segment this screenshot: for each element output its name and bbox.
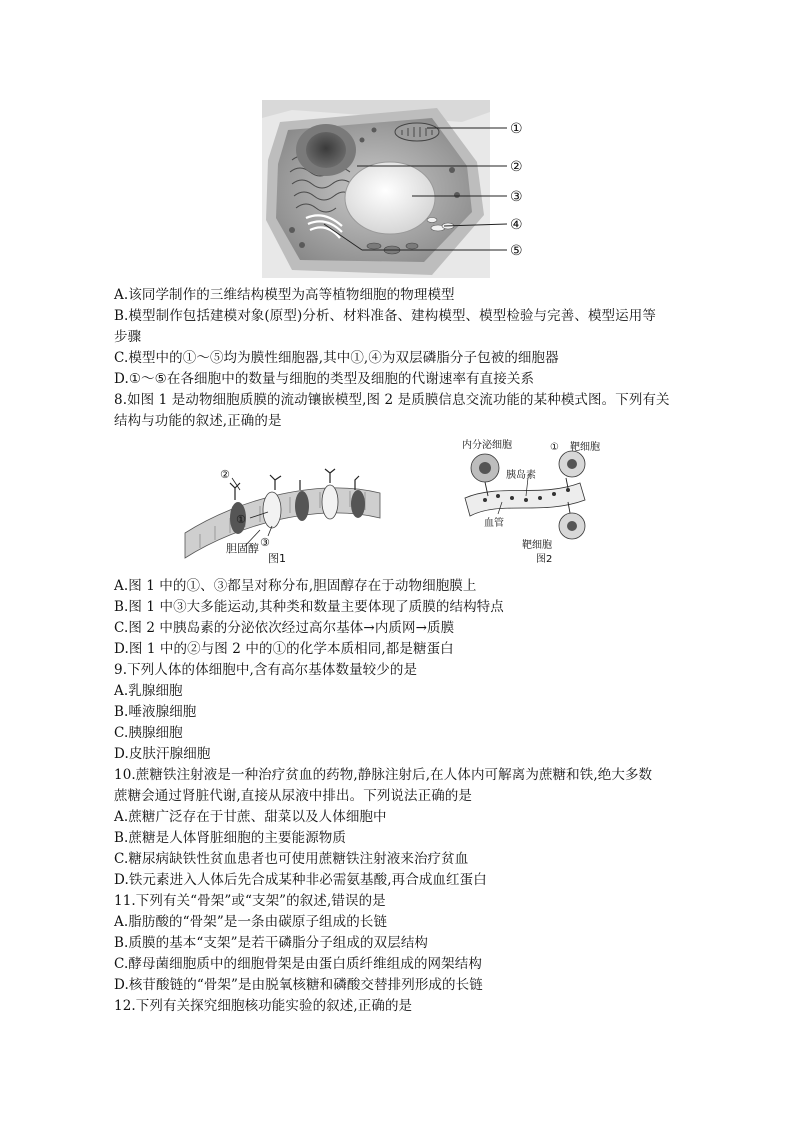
q9-option-c: C.胰腺细胞 [114, 725, 183, 741]
q11-option-d: D.核苷酸链的“骨架”是由脱氧核糖和磷酸交替排列形成的长链 [114, 977, 483, 993]
fig1-cholesterol: 胆固醇 [226, 542, 259, 555]
fluid-mosaic-model [185, 468, 380, 565]
q11-stem: 11.下列有关“骨架”或“支架”的叙述,错误的是 [114, 893, 386, 909]
q10-option-a: A.蔗糖广泛存在于甘蔗、甜菜以及人体细胞中 [114, 809, 387, 825]
q7-option-a: A.该同学制作的三维结构模型为高等植物细胞的物理模型 [114, 287, 455, 303]
q8-option-c: C.图 2 中胰岛素的分泌依次经过高尔基体→内质网→质膜 [114, 620, 455, 636]
q10-option-b: B.蔗糖是人体肾脏细胞的主要能源物质 [114, 830, 347, 846]
fig2-caption: 图2 [536, 554, 553, 565]
q10-stem-line1: 10.蔗糖铁注射液是一种治疗贫血的药物,静脉注射后,在人体内可解离为蔗糖和铁,绝大多数 [114, 767, 653, 783]
q7-option-c: C.模型中的①～⑤均为膜性细胞器,其中①,④为双层磷脂分子包被的细胞器 [114, 350, 559, 366]
q8-stem-line1: 8.如图 1 是动物细胞质膜的流动镶嵌模型,图 2 是质膜信息交流功能的某种模式图。下列有关 [114, 392, 670, 408]
q10-option-d: D.铁元素进入人体后先合成某种非必需氨基酸,再合成血红蛋白 [114, 872, 487, 888]
label-1: ① [510, 121, 523, 137]
fig2-insulin: 胰岛素 [506, 470, 536, 481]
fig1-label-3: ③ [260, 536, 270, 549]
q10-option-c: C.糖尿病缺铁性贫血患者也可使用蔗糖铁注射液来治疗贫血 [114, 851, 469, 867]
cell-model-figure [262, 100, 542, 278]
label-4: ④ [510, 217, 523, 233]
fig2-endocrine: 内分泌细胞 [462, 440, 512, 451]
q10-stem-line2: 蔗糖会通过肾脏代谢,直接从尿液中排出。下列说法正确的是 [114, 788, 472, 804]
q9-option-a: A.乳腺细胞 [114, 683, 183, 699]
q7-option-b-cont: 步骤 [114, 329, 142, 345]
q9-stem: 9.下列人体的体细胞中,含有高尔基体数量较少的是 [114, 662, 418, 678]
q11-option-c: C.酵母菌细胞质中的细胞骨架是由蛋白质纤维组成的网架结构 [114, 956, 482, 972]
q8-option-b: B.图 1 中③大多能运动,其种类和数量主要体现了质膜的结构特点 [114, 599, 504, 615]
fig2-label-1: ① [550, 442, 559, 453]
q8-option-a: A.图 1 中的①、③都呈对称分布,胆固醇存在于动物细胞膜上 [114, 578, 477, 594]
q7-option-d: D.①～⑤在各细胞中的数量与细胞的类型及细胞的代谢速率有直接关系 [114, 371, 535, 387]
q7-option-b: B.模型制作包括建模对象(原型)分析、材料准备、建构模型、模型检验与完善、模型运用等 [114, 308, 656, 324]
vacuole [345, 162, 435, 234]
label-3: ③ [510, 189, 523, 205]
q11-option-b: B.质膜的基本“支架”是若干磷脂分子组成的双层结构 [114, 935, 429, 951]
signaling-diagram [462, 438, 600, 565]
label-2: ② [510, 159, 523, 175]
q9-option-d: D.皮肤汗腺细胞 [114, 746, 211, 762]
q9-option-b: B.唾液腺细胞 [114, 704, 197, 720]
q8-stem-line2: 结构与功能的叙述,正确的是 [114, 413, 282, 429]
label-5: ⑤ [510, 243, 523, 259]
membrane-figures [180, 438, 620, 566]
fig1-caption: 图1 [268, 552, 286, 565]
q11-option-a: A.脂肪酸的“骨架”是一条由碳原子组成的长链 [114, 914, 388, 930]
fig1-label-2: ② [220, 468, 230, 481]
fig2-vessel: 血管 [484, 518, 504, 529]
q12-stem: 12.下列有关探究细胞核功能实验的叙述,正确的是 [114, 998, 413, 1014]
fig2-target-bottom: 靶细胞 [522, 540, 552, 551]
fig1-label-1: ① [236, 513, 246, 526]
fig2-target-top: 靶细胞 [570, 442, 600, 453]
q8-option-d: D.图 1 中的②与图 2 中的①的化学本质相同,都是糖蛋白 [114, 641, 454, 657]
